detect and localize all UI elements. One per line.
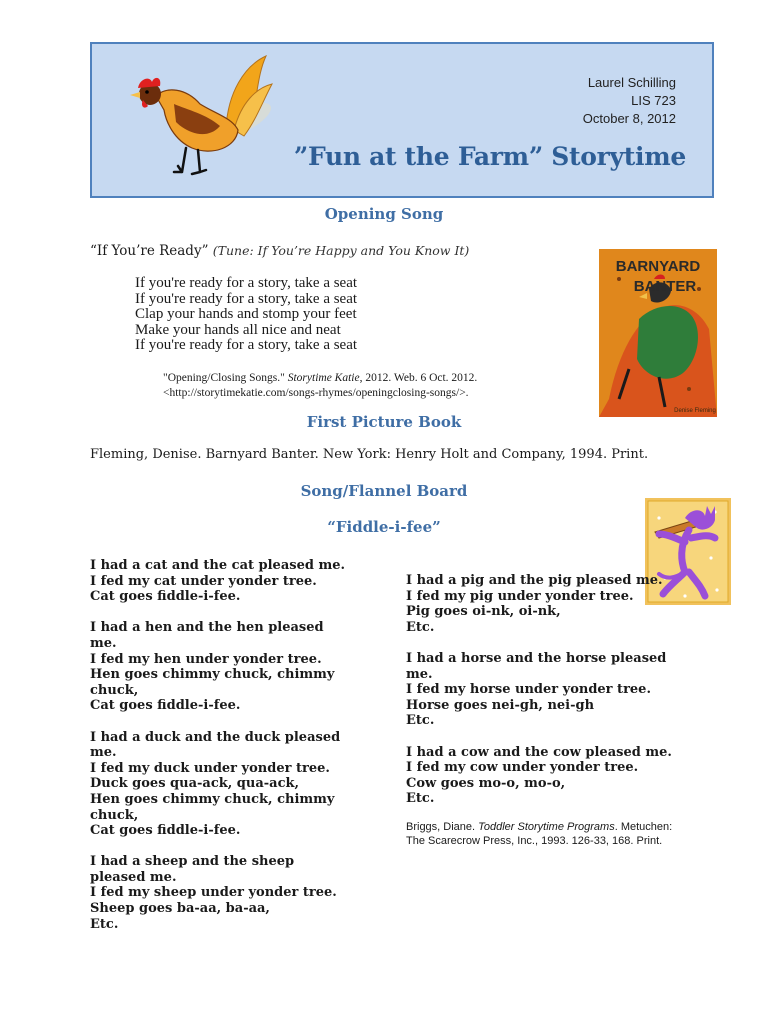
- lyric-line: Horse goes nei-gh, nei-gh: [406, 697, 595, 713]
- lyric-line: Etc.: [406, 713, 435, 729]
- page-title: ”Fun at the Farm” Storytime: [293, 142, 686, 171]
- lyric-line: I fed my cow under yonder tree.: [406, 760, 639, 776]
- citation-date: , 2012. Web. 6 Oct. 2012.: [359, 372, 478, 384]
- song-tune: (Tune: If You’re Happy and You Know It): [212, 243, 470, 258]
- lyrics-stanza: [90, 730, 352, 839]
- reference-publisher: . Metuchen: The Scarecrow Press, Inc., 1993. 126-33, 168. Print.: [406, 821, 673, 847]
- citation-site: Storytime Katie: [287, 372, 360, 384]
- lyric-line: I fed my pig under yonder tree.: [406, 588, 634, 604]
- opening-song-citation: [163, 371, 543, 401]
- lyric-line: I had a horse and the horse pleased me.: [406, 650, 667, 682]
- lyrics-stanza: [406, 573, 696, 635]
- header-banner: [90, 42, 714, 198]
- lyric-line: chuck,: [90, 682, 139, 698]
- lyrics-stanza: [406, 651, 696, 729]
- lyrics-stanza: [90, 620, 352, 714]
- document-date: October 8, 2012: [582, 111, 676, 126]
- lyrics-left-column: [90, 558, 352, 948]
- verse-line: If you're ready for a story, take a seat: [135, 290, 358, 307]
- lyrics-stanza: [406, 745, 696, 807]
- lyric-line: I had a pig and the pig pleased me.: [406, 573, 663, 588]
- lyric-line: I had a duck and the duck pleased me.: [90, 729, 341, 761]
- author-name: Laurel Schilling: [587, 75, 676, 90]
- opening-song-heading: Opening Song: [324, 205, 444, 223]
- rooster-illustration: [116, 48, 276, 178]
- cover-title-line2: BANTER: [633, 278, 697, 295]
- lyric-line: Cow goes mo-o, mo-o,: [406, 775, 566, 791]
- lyrics-stanza: [90, 558, 352, 605]
- picture-book-citation: Fleming, Denise. Barnyard Banter. New York: Henry Holt and Company, 1994. Print.: [90, 447, 649, 462]
- lyric-line: I fed my cat under yonder tree.: [90, 573, 317, 589]
- cover-title-line1: BARNYARD: [615, 258, 701, 275]
- reference-author: Briggs, Diane.: [406, 821, 479, 833]
- lyric-line: Duck goes qua-ack, qua-ack,: [90, 776, 300, 792]
- cover-author-mark: Denise Fleming: [674, 408, 716, 414]
- lyric-line: I had a sheep and the sheep pleased me.: [90, 854, 295, 885]
- flannel-board-heading: Song/Flannel Board: [300, 482, 468, 500]
- lyric-line: I had a hen and the hen pleased me.: [90, 620, 324, 651]
- lyrics-right-column: [406, 573, 696, 823]
- opening-song-title-line: [90, 243, 469, 259]
- lyrics-stanza: [90, 854, 352, 932]
- citation-title: "Opening/Closing Songs.": [163, 372, 288, 384]
- verse-line: Make your hands all nice and neat: [135, 321, 341, 338]
- lyric-line: I fed my sheep under yonder tree.: [90, 885, 337, 901]
- lyric-line: I fed my duck under yonder tree.: [90, 760, 330, 776]
- barnyard-banter-book-cover: [599, 249, 717, 417]
- author-info: [583, 74, 676, 128]
- verse-line: If you're ready for a story, take a seat: [135, 337, 358, 354]
- lyric-line: Etc.: [406, 791, 435, 807]
- citation-url: <http://storytimekatie.com/songs-rhymes/openingclosing-songs/>.: [163, 387, 469, 399]
- lyric-line: Cat goes fiddle-i-fee.: [90, 698, 241, 714]
- lyric-line: chuck,: [90, 807, 139, 823]
- lyric-line: Hen goes chimmy chuck, chimmy: [90, 667, 335, 683]
- fiddle-i-fee-title: “Fiddle-i-fee”: [327, 518, 441, 536]
- fiddle-i-fee-citation: [406, 820, 681, 848]
- picture-book-heading: First Picture Book: [306, 413, 462, 431]
- verse-line: Clap your hands and stomp your feet: [135, 306, 357, 323]
- lyric-line: Cat goes fiddle-i-fee.: [90, 823, 241, 839]
- song-title: “If You’re Ready”: [90, 243, 209, 259]
- lyric-line: I had a cat and the cat pleased me.: [90, 558, 346, 573]
- course-code: LIS 723: [631, 93, 676, 108]
- lyric-line: Cat goes fiddle-i-fee.: [90, 589, 241, 605]
- lyric-line: Sheep goes ba-aa, ba-aa,: [90, 901, 270, 917]
- lyric-line: I fed my hen under yonder tree.: [90, 651, 322, 667]
- lyric-line: Hen goes chimmy chuck, chimmy: [90, 791, 335, 807]
- opening-song-verse: [135, 276, 357, 354]
- lyric-line: Pig goes oi-nk, oi-nk,: [406, 604, 561, 620]
- lyric-line: I fed my horse under yonder tree.: [406, 682, 651, 698]
- lyric-line: Etc.: [406, 619, 435, 635]
- verse-line: If you're ready for a story, take a seat: [135, 275, 358, 291]
- reference-book-title: Toddler Storytime Programs: [478, 821, 615, 833]
- lyric-line: I had a cow and the cow pleased me.: [406, 744, 672, 760]
- lyric-line: Etc.: [90, 916, 119, 932]
